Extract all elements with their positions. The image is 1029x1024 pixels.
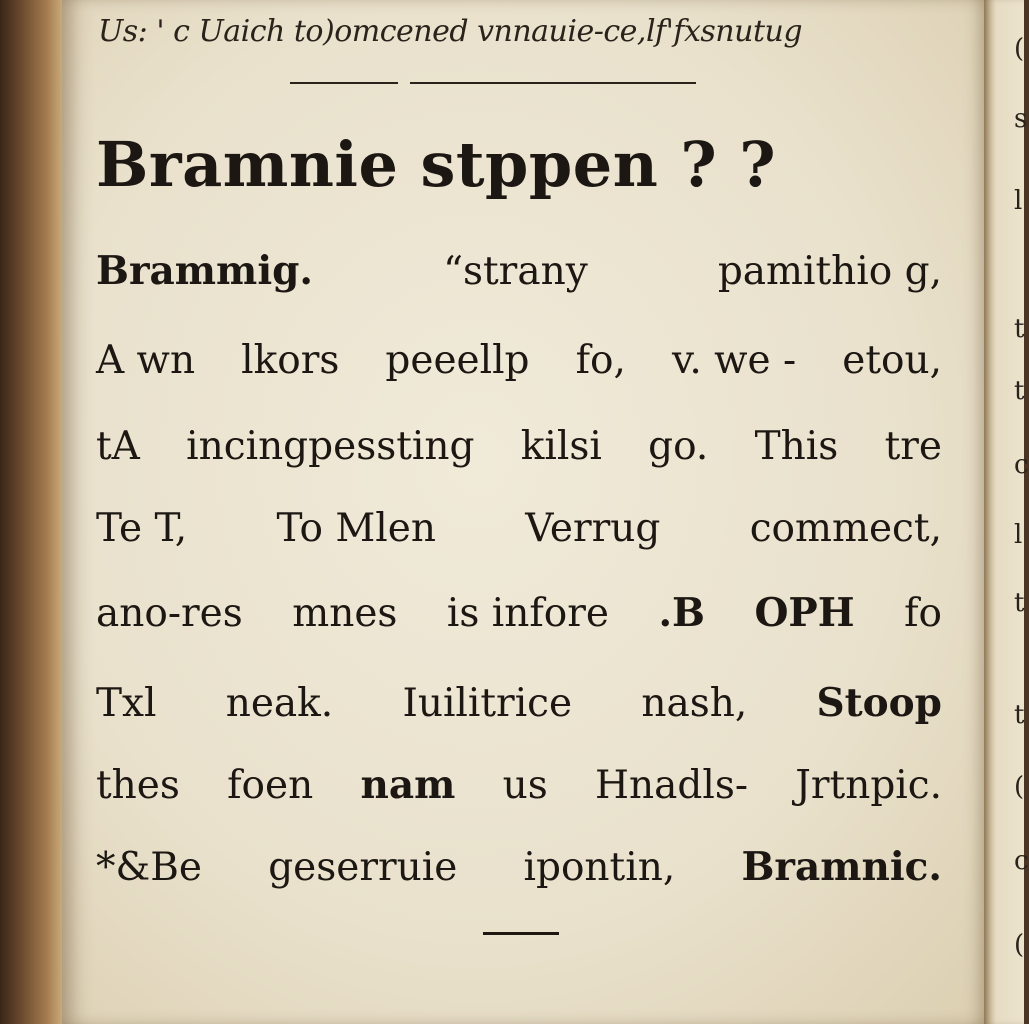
body-word: Iuilitrice [402, 681, 573, 726]
body-line [96, 844, 942, 890]
body-word: is infore [446, 591, 609, 636]
body-word: fo [904, 591, 942, 636]
facing-page-fragment: l [1014, 520, 1023, 550]
body-word: commect, [749, 506, 942, 551]
body-word: Hnadls- [595, 763, 749, 808]
body-word: Stoop [816, 680, 942, 726]
body-line [96, 338, 942, 383]
body-word: mnes [292, 591, 398, 636]
body-word: foen [227, 763, 314, 808]
body-line [96, 506, 942, 551]
facing-page-edge [984, 0, 1029, 1024]
body-line [96, 248, 942, 294]
body-word: kilsi [520, 424, 602, 469]
body-word: .B [658, 590, 705, 636]
facing-page-fragment: c [1014, 846, 1029, 876]
body-word: us [502, 763, 548, 808]
body-word: Verrug [525, 506, 661, 551]
header-rule [290, 82, 398, 84]
body-word: ano-res [96, 591, 243, 636]
body-word: peeellp [385, 338, 530, 383]
body-word: geserruie [268, 845, 458, 890]
body-word: v. we - [671, 338, 797, 383]
body-word: ipontin, [523, 845, 676, 890]
body-word: tre [884, 424, 942, 469]
header-rule [410, 82, 696, 84]
body-word: nam [360, 762, 456, 808]
facing-page-fragment: t [1014, 588, 1025, 618]
body-word: fo, [575, 338, 626, 383]
body-word: nash, [641, 681, 748, 726]
body-word: “strany [443, 249, 588, 294]
body-word: thes [96, 763, 180, 808]
chapter-title: Bramnie stppen ? ? [96, 128, 777, 201]
body-word: *&Be [96, 845, 202, 890]
body-word: tA [96, 424, 140, 469]
body-word: OPH [754, 590, 855, 636]
body-word: Jrtnpic. [795, 763, 942, 808]
body-word: etou, [842, 338, 942, 383]
book-spine [0, 0, 62, 1024]
facing-page-fragment: t [1014, 376, 1025, 406]
body-word: incingpessting [186, 424, 475, 469]
body-word: Te T, [96, 506, 188, 551]
body-line [96, 590, 942, 636]
body-word: pamithio g, [717, 249, 942, 294]
body-word: Brammig. [96, 248, 313, 294]
body-word: This [754, 424, 839, 469]
body-word: Txl [96, 681, 157, 726]
body-word: neak. [225, 681, 334, 726]
facing-page-fragment: s [1014, 104, 1028, 134]
facing-page-fragment: ( [1014, 772, 1025, 802]
body-word: A wn [96, 338, 196, 383]
body-word: To Mlen [276, 506, 436, 551]
facing-page-fragment: t [1014, 314, 1025, 344]
body-word: go. [648, 424, 709, 469]
body-word: Bramnic. [741, 844, 942, 890]
body-line [96, 424, 942, 469]
facing-page-fragment: t [1014, 700, 1025, 730]
body-word: lkors [241, 338, 340, 383]
facing-page-fragment: ( [1014, 930, 1025, 960]
facing-page-fragment: c [1014, 450, 1029, 480]
facing-page-fragment: ( [1014, 34, 1025, 64]
body-line [96, 680, 942, 726]
running-header: Us: ' c Uaich to)omcened vnnauie-ce,lf'fxsnutug [98, 14, 803, 49]
end-rule [483, 932, 559, 935]
body-line [96, 762, 942, 808]
facing-page-fragment: l [1014, 186, 1023, 216]
